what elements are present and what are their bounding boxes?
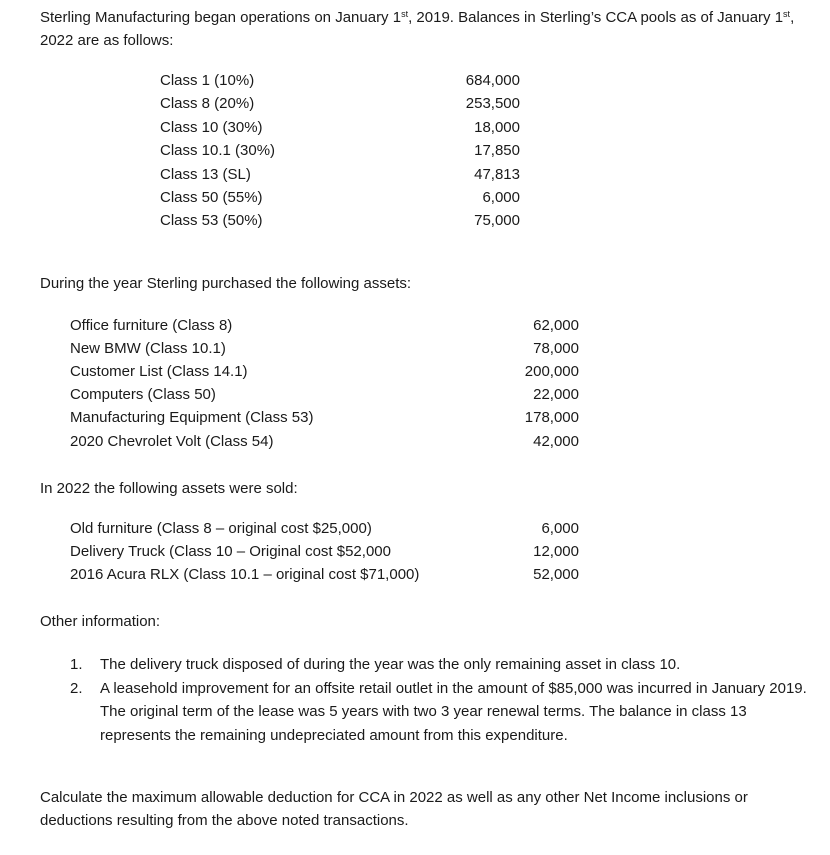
list-number: 2. bbox=[70, 679, 83, 697]
intro-line-2: 2022 are as follows: bbox=[40, 32, 174, 49]
purchase-label: Office furniture (Class 8) bbox=[70, 317, 233, 334]
sale-label: 2016 Acura RLX (Class 10.1 – original cost $71,000) bbox=[70, 566, 420, 583]
purchase-value: 42,000 bbox=[533, 433, 579, 450]
pool-value: 47,813 bbox=[474, 166, 520, 183]
purchase-label: 2020 Chevrolet Volt (Class 54) bbox=[70, 433, 274, 450]
sale-value: 6,000 bbox=[541, 520, 579, 537]
pool-value: 75,000 bbox=[474, 212, 520, 229]
pool-value: 253,500 bbox=[465, 95, 520, 112]
list-item bbox=[70, 653, 810, 677]
sales-heading: In 2022 the following assets were sold: bbox=[40, 480, 298, 497]
pool-label: Class 1 (10%) bbox=[160, 72, 255, 89]
list-text: A leasehold improvement for an offsite retail outlet in the amount of $85,000 was incurred in January 2019. The original term of the lease was 5 years with two 3 year renewal terms. The balance in class 13 represents the remaining undepreciated amount from this expenditure. bbox=[100, 679, 807, 744]
sale-label: Delivery Truck (Class 10 – Original cost $52,000 bbox=[70, 543, 391, 560]
sale-label: Old furniture (Class 8 – original cost $25,000) bbox=[70, 520, 372, 537]
pool-label: Class 13 (SL) bbox=[160, 166, 251, 183]
sale-value: 52,000 bbox=[533, 566, 579, 583]
purchase-value: 200,000 bbox=[524, 363, 579, 380]
pool-label: Class 8 (20%) bbox=[160, 95, 255, 112]
pool-value: 684,000 bbox=[465, 72, 520, 89]
other-heading: Other information: bbox=[40, 613, 161, 630]
purchase-label: New BMW (Class 10.1) bbox=[70, 340, 226, 357]
purchases-heading: During the year Sterling purchased the following assets: bbox=[40, 275, 412, 292]
list-item bbox=[70, 677, 810, 748]
list-number: 1. bbox=[70, 656, 83, 673]
list-text: The delivery truck disposed of during the year was the only remaining asset in class 10. bbox=[100, 656, 681, 673]
pool-label: Class 53 (50%) bbox=[160, 212, 263, 229]
intro-paragraph bbox=[40, 6, 820, 52]
question-paragraph: Calculate the maximum allowable deduction for CCA in 2022 as well as any other Net Income inclusions or deductions resulting from the above noted transactions. bbox=[40, 789, 748, 829]
purchase-label: Customer List (Class 14.1) bbox=[70, 363, 248, 380]
pool-label: Class 10.1 (30%) bbox=[160, 142, 276, 159]
other-list bbox=[70, 653, 810, 747]
pool-label: Class 10 (30%) bbox=[160, 119, 263, 136]
purchase-value: 178,000 bbox=[524, 409, 579, 426]
pool-value: 17,850 bbox=[474, 142, 520, 159]
purchase-label: Computers (Class 50) bbox=[70, 386, 216, 403]
pool-label: Class 50 (55%) bbox=[160, 189, 263, 206]
purchase-value: 78,000 bbox=[533, 340, 579, 357]
pool-value: 6,000 bbox=[482, 189, 520, 206]
sale-value: 12,000 bbox=[533, 543, 579, 560]
purchase-label: Manufacturing Equipment (Class 53) bbox=[70, 409, 314, 426]
purchase-value: 62,000 bbox=[533, 317, 579, 334]
pool-value: 18,000 bbox=[474, 119, 520, 136]
purchase-value: 22,000 bbox=[533, 386, 579, 403]
intro-line-1: Sterling Manufacturing began operations on January 1st, 2019. Balances in Sterling’s CCA pools as of January 1st, bbox=[40, 9, 795, 26]
